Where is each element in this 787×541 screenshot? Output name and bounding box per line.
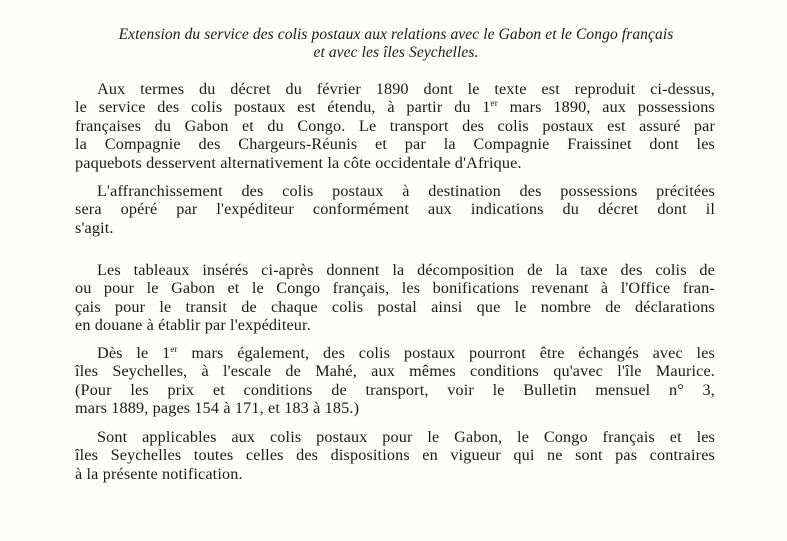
paragraph-line: s'agit. <box>75 218 114 237</box>
paragraph-line: mars 1889, pages 154 à 171, et 183 à 185.) <box>75 399 360 418</box>
paragraph-tableaux <box>75 261 715 335</box>
paragraph-line: ou pour le Gabon et le Congo français, les bonifications revenant à l'Office fran- <box>75 279 715 298</box>
paragraph-line: Aux termes du décret du février 1890 dont le texte est reproduit ci-dessus, <box>97 80 715 98</box>
paragraph-line: paquebots desservent alternativement la côte occidentale d'Afrique. <box>75 153 522 172</box>
section-heading <box>40 26 752 62</box>
superscript: er <box>490 98 498 109</box>
line-text: mars 1890, aux possessions <box>497 98 715 117</box>
paragraph-line <box>75 98 715 116</box>
paragraph-applicables <box>75 428 715 483</box>
paragraph-decree <box>75 80 715 172</box>
superscript: er <box>170 344 178 354</box>
paragraph-line: îles Seychelles, à l'escale de Mahé, aux mêmes conditions qu'avec l'île Maurice. <box>75 362 715 381</box>
paragraph-line: (Pour les prix et conditions de transport, voir le Bulletin mensuel n° 3, <box>75 380 715 399</box>
line-text: mars également, des colis postaux pourront être échangés avec les <box>177 344 715 362</box>
paragraph-seychelles <box>75 344 715 418</box>
line-text: le service des colis postaux est étendu, à partir du 1 <box>75 98 491 117</box>
heading-line-2: et avec les îles Seychelles. <box>313 44 479 61</box>
paragraph-line <box>75 344 715 362</box>
paragraph-line: îles Seychelles toutes celles des dispositions en vigueur qui ne sont pas contraires <box>75 446 715 465</box>
paragraph-line: à la présente notification. <box>75 464 243 483</box>
paragraph-line: la Compagnie des Chargeurs-Réunis et par la Compagnie Fraissinet dont les <box>75 135 715 154</box>
paragraph-line: françaises du Gabon et du Congo. Le transport des colis postaux est assuré par <box>75 116 715 135</box>
paragraph-line: L'affranchissement des colis postaux à destination des possessions précitées <box>97 182 715 200</box>
paragraph-line: en douane à établir par l'expéditeur. <box>75 316 311 335</box>
paragraph-line: sera opéré par l'expéditeur conformément aux indications du décret dont il <box>75 200 715 219</box>
paragraph-line: Les tableaux insérés ci-après donnent la décomposition de la taxe des colis de <box>97 261 715 279</box>
paragraph-affranchissement <box>75 182 715 237</box>
line-text: Dès le 1 <box>97 344 171 362</box>
heading-line-1: Extension du service des colis postaux aux relations avec le Gabon et le Congo français <box>118 26 674 43</box>
paragraph-line: Sont applicables aux colis postaux pour le Gabon, le Congo français et les <box>97 428 715 446</box>
paragraph-line: çais pour le transit de chaque colis postal ainsi que le nombre de déclarations <box>75 297 715 316</box>
